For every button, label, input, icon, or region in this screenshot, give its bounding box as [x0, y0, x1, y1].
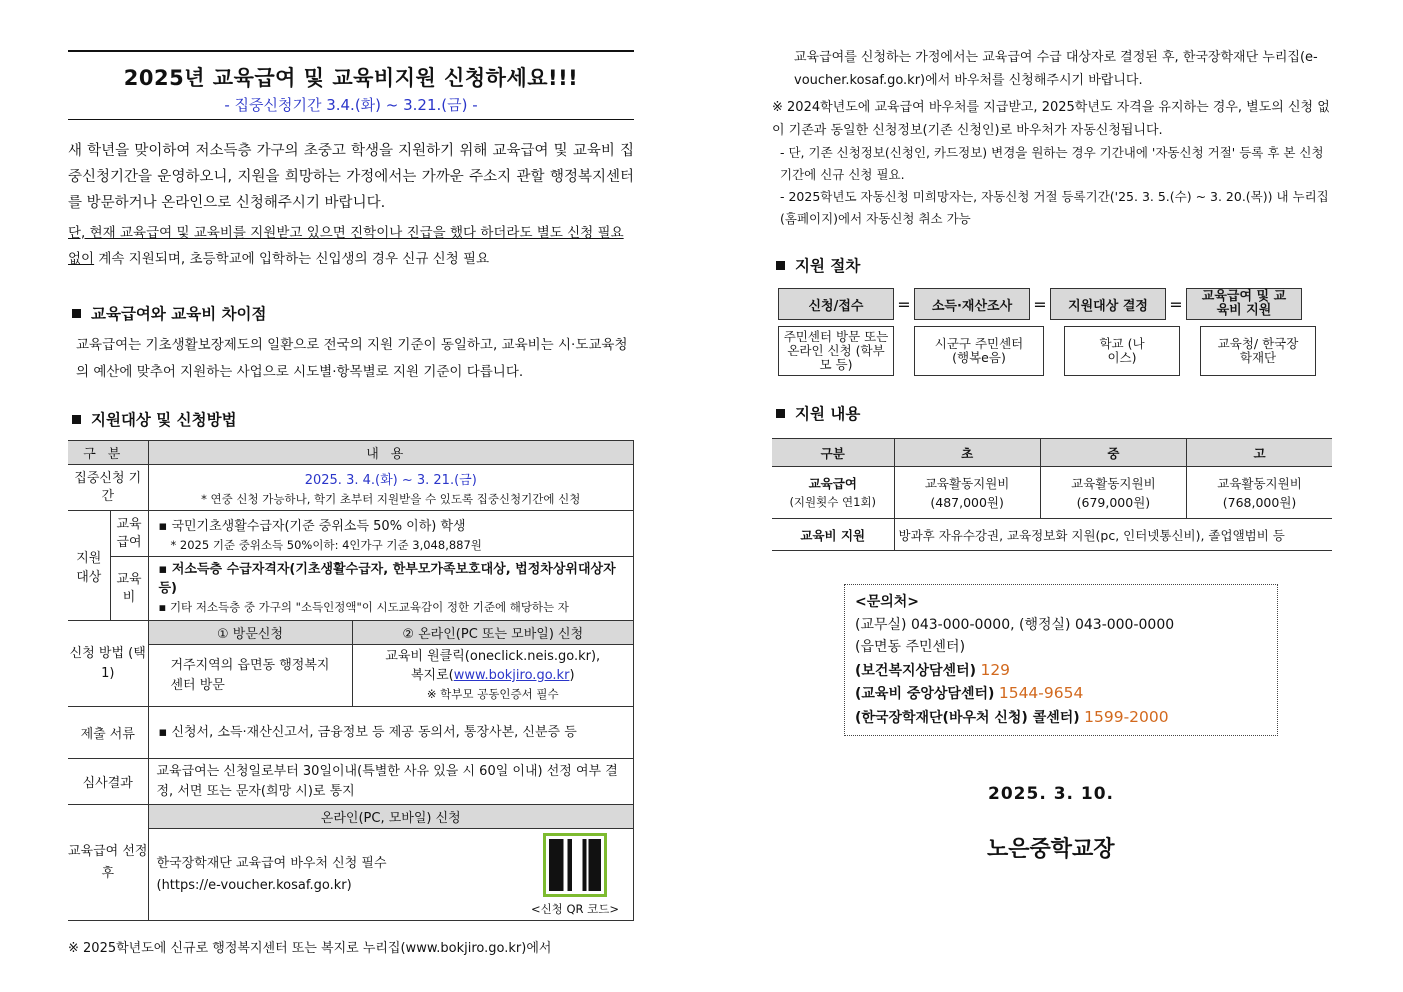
support-high-amount: (768,000원) [1222, 494, 1297, 510]
footnote-left: ※ 2025학년도에 신규로 행정복지센터 또는 복지로 누리집(www.bokjiro.go.kr)에서 [68, 941, 552, 956]
contact-line4-label: (교육비 중앙상담센터) [855, 686, 995, 702]
after-label: 교육급여 선정 후 [68, 805, 148, 921]
after-head: 온라인(PC, 모바일) 신청 [148, 805, 634, 829]
docs-label: 제출 서류 [68, 707, 148, 759]
bokjiro-link[interactable]: www.bokjiro.go.kr [453, 668, 570, 683]
bullet-square-icon [72, 309, 81, 318]
support-header-high: 고 [1187, 439, 1332, 467]
method-online-line2: 복지로( [410, 668, 454, 683]
after-line1: 한국장학재단 교육급여 바우처 신청 필수 [156, 855, 387, 871]
table-header-category: 구분 [68, 441, 148, 465]
signature: 노은중학교장 [987, 837, 1115, 862]
support-row1-sub: (지원횟수 연1회) [789, 494, 877, 509]
left-column [68, 50, 634, 956]
right-note1: ※ 2024학년도에 교육급여 바우처를 지급받고, 2025학년도 자격을 유지하는 경우, 별도의 신청 없이 기존과 동일한 신청정보(기존 신청인)로 바우처가 자동신청됩니다. [772, 100, 1330, 138]
contact-line5-number: 1599-2000 [1084, 707, 1169, 726]
support-header-category: 구분 [772, 439, 894, 467]
support-middle-amount: (679,000원) [1076, 494, 1151, 510]
support-header-elementary: 초 [894, 439, 1040, 467]
section-difference-title: 교육급여와 교육비 차이점 [91, 305, 267, 323]
support-heading [772, 402, 1338, 424]
support-row1-label-cell [772, 467, 894, 519]
after-cell [148, 829, 634, 921]
procedure-title: 지원 절차 [795, 257, 861, 275]
method-visit-head: ① 방문신청 [148, 621, 352, 645]
edu-benefit-label: 교육 급여 [110, 511, 148, 557]
method-online-line2-close: ) [569, 668, 575, 683]
page-subtitle: - 집중신청기간 3.4.(화) ~ 3.21.(금) - [224, 96, 478, 114]
contact-line4-number: 1544-9654 [998, 684, 1084, 702]
period-cell [148, 465, 634, 511]
period-value: 2025. 3. 4.(화) ~ 3. 21.(금) [304, 472, 477, 488]
right-intro: 교육급여를 신청하는 가정에서는 교육급여 수급 대상자로 결정된 후, 한국장학재단 누리집(e-voucher.kosaf.go.kr)에서 바우처를 신청해주시기 바랍니다. [794, 50, 1318, 88]
support-elementary-amount: (487,000원) [930, 494, 1004, 510]
method-online-cell [352, 645, 634, 707]
step-3: 지원대상 결정 [1050, 288, 1166, 320]
support-header-middle: 중 [1040, 439, 1186, 467]
section-difference-heading [68, 302, 634, 324]
period-note: * 연중 신청 가능하나, 학기 초부터 지원받을 수 있도록 집중신청기간에 신청 [201, 491, 581, 506]
document-date: 2025. 3. 10. [988, 784, 1115, 804]
sub-4: 교육청/ 한국장학재단 [1200, 326, 1316, 376]
method-online-head: ② 온라인(PC 또는 모바일) 신청 [352, 621, 634, 645]
sub-3: 학교 (나이스) [1064, 326, 1180, 376]
method-label: 신청 방법 (택1) [68, 621, 148, 707]
edu-cost-cell [148, 557, 634, 621]
method-online-note: ※ 학부모 공동인증서 필수 [426, 687, 559, 701]
intro-note [68, 220, 634, 272]
support-elementary-name: 교육활동지원비 [924, 475, 1010, 491]
contact-line1: (교무실) 043-000-0000, (행정실) 043-000-0000 [855, 616, 1175, 633]
intro-note-underlined: 단, 현재 교육급여 및 교육비를 지원받고 있으면 진학이나 진급을 했다 하더라도 별도 신청 필요없이 [68, 225, 624, 267]
edu-benefit-line1: ▪ 국민기초생활수급자(기준 중위소득 50% 이하) 학생 [158, 518, 466, 534]
eq-sign: = [897, 294, 911, 314]
contact-line3-label: (보건복지상담센터) [855, 662, 976, 679]
eq-sign: = [1169, 294, 1183, 314]
contact-line5-label: (한국장학재단(바우처 신청) 콜센터) [855, 709, 1080, 726]
title-box [68, 50, 634, 120]
procedure-flow [778, 288, 1338, 320]
target-table [68, 440, 634, 921]
method-visit-body: 거주지역의 읍면동 행정복지센터 방문 [148, 645, 352, 707]
right-dash2: - 2025학년도 자동신청 미희망자는, 자동신청 거절 등록기간('25. 3. 5.(수) ~ 3. 20.(목)) 내 누리집(홈페이지)에서 자동신청 취소 가능 [780, 189, 1329, 226]
support-high-cell [1187, 467, 1332, 519]
docs-value: ▪ 신청서, 소득·재산신고서, 금융정보 등 제공 동의서, 통장사본, 신분증 등 [148, 707, 634, 759]
right-column [772, 46, 1338, 551]
bullet-square-icon [72, 415, 81, 424]
support-middle-name: 교육활동지원비 [1071, 475, 1156, 491]
support-table [772, 438, 1332, 551]
step-1: 신청/접수 [778, 288, 894, 320]
edu-cost-label: 교육 비 [110, 557, 148, 621]
qr-caption: <신청 QR 코드> [530, 901, 619, 916]
bullet-square-icon [776, 261, 785, 270]
after-line2: (https://e-voucher.kosaf.go.kr) [156, 877, 352, 893]
period-label: 집중신청 기 간 [68, 465, 148, 511]
edu-benefit-line2: * 2025 기준 중위소득 50%이하: 4인가구 기준 3,048,887원 [170, 537, 482, 552]
intro-note-rest: 계속 지원되며, 초등학교에 입학하는 신입생의 경우 신규 신청 필요 [94, 251, 490, 267]
page-title: 2025년 교육급여 및 교육비지원 신청하세요!!! [123, 66, 579, 90]
qr-code-icon[interactable] [543, 833, 607, 897]
section-target-heading [68, 408, 634, 430]
right-dash1: - 단, 기존 신청정보(신청인, 카드정보) 변경을 원하는 경우 기간내에 '자동신청 거절' 등록 후 본 신청 기간에 신규 신청 필요. [780, 145, 1324, 182]
table-header-content: 내용 [148, 441, 634, 465]
step-4: 교육급여 및 교육비 지원 [1186, 288, 1302, 320]
support-title: 지원 내용 [795, 405, 861, 423]
support-high-name: 교육활동지원비 [1217, 475, 1302, 491]
support-middle-cell [1040, 467, 1186, 519]
procedure-subs [778, 326, 1338, 376]
section-target-title: 지원대상 및 신청방법 [91, 411, 237, 429]
edu-cost-line1: ▪ 저소득층 수급자격자(기초생활수급자, 한부모가족보호대상, 법정차상위대상자 등) [158, 562, 616, 596]
support-row2-value: 방과후 자유수강권, 교육정보화 지원(pc, 인터넷통신비), 졸업앨범비 등 [894, 519, 1332, 551]
support-elementary-cell [894, 467, 1040, 519]
section-difference-text: 교육급여는 기초생활보장제도의 일환으로 전국의 지원 기준이 동일하고, 교육비는 시·도교육청의 예산에 맞추어 지원하는 사업으로 시도별·항목별로 지원 기준이 다릅니다. [76, 337, 628, 380]
procedure-heading [772, 254, 1338, 276]
contact-line3-number: 129 [980, 660, 1011, 679]
sub-2: 시군구 주민센터 (행복e음) [914, 326, 1044, 376]
contact-box [844, 584, 1278, 736]
edu-cost-line2: ▪ 기타 저소득층 중 가구의 "소득인정액"이 시도교육감이 정한 기준에 해당하는 자 [158, 600, 569, 614]
method-online-line1: 교육비 원클릭(oneclick.neis.go.kr), [385, 649, 601, 664]
result-value: 교육급여는 신청일로부터 30일이내(특별한 사유 있을 시 60일 이내) 선정 여부 결정, 서면 또는 문자(희망 시)로 통지 [148, 759, 634, 805]
step-2: 소득·재산조사 [914, 288, 1030, 320]
contact-title: <문의처> [855, 594, 920, 610]
support-row1-label: 교육급여 [808, 475, 857, 491]
support-row2-label: 교육비 지원 [772, 519, 894, 551]
edu-benefit-cell [148, 511, 634, 557]
intro-paragraph: 새 학년을 맞이하여 저소득층 가구의 초중고 학생을 지원하기 위해 교육급여 및 교육비 집중신청기간을 운영하오니, 지원을 희망하는 가정에서는 가까운 주소지 관할 행정복지센터를 방문하거나 온라인으로 신청해주시기 바랍니다. [68, 143, 634, 211]
bullet-square-icon [776, 409, 785, 418]
sub-1: 주민센터 방문 또는 온라인 신청 (학부모 등) [778, 326, 894, 376]
target-label: 지원 대상 [68, 511, 110, 621]
eq-sign: = [1033, 294, 1047, 314]
contact-line2: (읍면동 주민센터) [855, 639, 966, 655]
result-label: 심사결과 [68, 759, 148, 805]
